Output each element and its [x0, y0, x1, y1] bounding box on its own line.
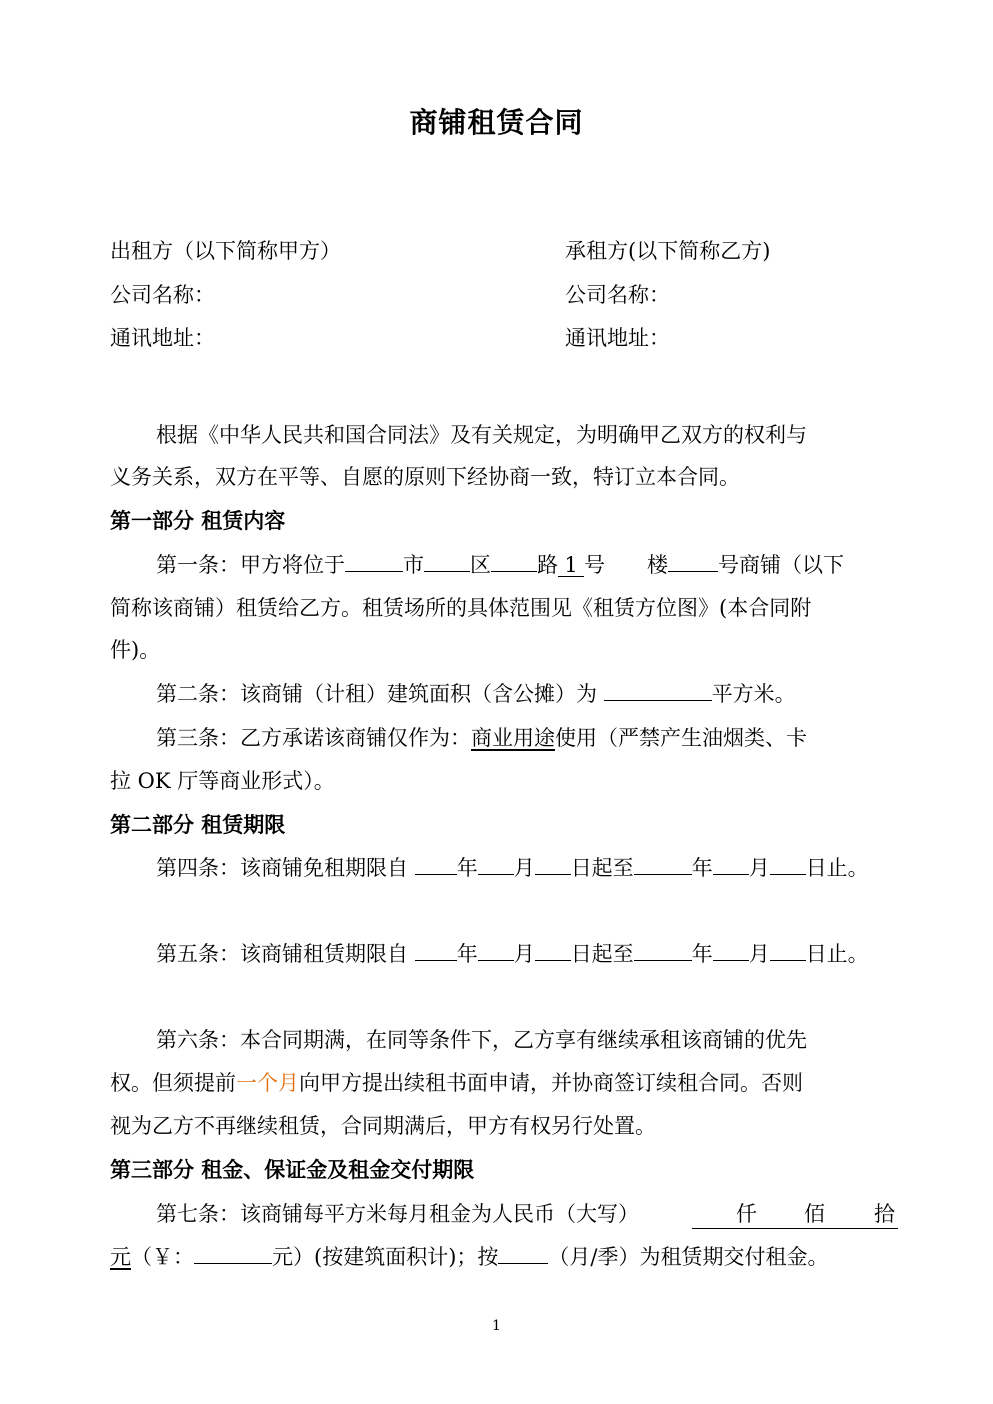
lessor-company-label: 公司名称：: [110, 283, 215, 307]
article-7-suffix: （月/季）为租赁期交付租金。: [548, 1245, 829, 1269]
street-number: 1: [558, 554, 584, 577]
month-label: 月: [513, 942, 535, 966]
end-year-blank: [634, 874, 692, 875]
document-title: 商铺租赁合同: [409, 106, 584, 139]
article-6-text-a: 权。但须提前: [110, 1071, 236, 1095]
shi-unit: 拾: [874, 1202, 895, 1226]
lessee-heading: 承租方(以下简称乙方): [565, 239, 771, 263]
lessee-company-label: 公司名称：: [565, 283, 670, 307]
article-7-line-2: [110, 1243, 828, 1271]
day-from-label: 日起至: [570, 942, 634, 966]
year-label: 年: [456, 856, 478, 880]
payment-period-blank: [498, 1263, 548, 1264]
lessee-address-label: 通讯地址：: [565, 326, 670, 350]
city-label: 市: [403, 553, 424, 577]
rent-figure-blank: [194, 1263, 272, 1264]
article-4-prefix: 第四条：该商铺免租期限自: [156, 856, 408, 880]
city-blank: [345, 571, 403, 572]
article-2-suffix: 平方米。: [711, 682, 796, 706]
lessor-heading: 出租方（以下简称甲方）: [110, 239, 341, 263]
article-5: [156, 940, 869, 968]
end-day-blank: [770, 874, 806, 875]
day-from-label: 日起至: [570, 856, 634, 880]
preamble-line-2: 义务关系，双方在平等、自愿的原则下经协商一致，特订立本合同。: [110, 465, 740, 489]
article-3-line-2: 拉 OK 厅等商业形式）。: [110, 769, 335, 793]
yuan-unit: 元: [110, 1245, 131, 1269]
part1-heading: 第一部分 租赁内容: [110, 508, 286, 533]
part2-heading: 第二部分 租赁期限: [110, 812, 286, 837]
article-4: [156, 854, 869, 882]
start-day-blank: [535, 874, 571, 875]
start-day-blank: [535, 960, 571, 961]
article-1-prefix: 第一条：甲方将位于: [156, 553, 345, 577]
end-month-blank: [713, 874, 749, 875]
article-6-line-3: 视为乙方不再继续租赁，合同期满后，甲方有权另行处置。: [110, 1114, 656, 1138]
month-label: 月: [513, 856, 535, 880]
one-month-highlight: 一个月: [236, 1071, 299, 1095]
article-2-prefix: 第二条：该商铺（计租）建筑面积（含公摊）为: [156, 682, 597, 706]
article-7-prefix: 第七条：该商铺每平方米每月租金为人民币（大写）: [156, 1202, 639, 1226]
district-label: 区: [470, 553, 491, 577]
bai-unit: 佰: [804, 1202, 825, 1226]
commercial-use: 商业用途: [471, 726, 555, 750]
article-7-middle: 元）(按建筑面积计)；按: [272, 1245, 499, 1269]
start-year-blank: [415, 874, 457, 875]
start-year-blank: [415, 960, 457, 961]
end-day-blank: [770, 960, 806, 961]
number-label: 号: [584, 553, 605, 577]
article-1-line-1: [156, 551, 844, 579]
year-label: 年: [691, 856, 713, 880]
day-to-label: 日止。: [805, 942, 869, 966]
start-month-blank: [478, 960, 514, 961]
article-1-line-3: 件)。: [110, 638, 161, 662]
article-6-text-b: 向甲方提出续租书面申请，并协商签订续租合同。否则: [299, 1071, 803, 1095]
day-to-label: 日止。: [805, 856, 869, 880]
article-7-line-1: [156, 1200, 639, 1228]
road-label: 路: [537, 553, 558, 577]
area-blank: [604, 700, 712, 701]
article-5-prefix: 第五条：该商铺租赁期限自: [156, 942, 408, 966]
district-blank: [424, 571, 470, 572]
article-3-prefix: 第三条：乙方承诺该商铺仅作为：: [156, 726, 471, 750]
rent-amount-blank: [692, 1200, 898, 1229]
article-2: [156, 680, 796, 708]
yen-symbol-label: （￥：: [131, 1245, 194, 1269]
end-year-blank: [634, 960, 692, 961]
qian-unit: 仟: [736, 1202, 757, 1226]
building-label: 楼: [647, 553, 668, 577]
month-label: 月: [748, 856, 770, 880]
article-6-line-2: [110, 1069, 803, 1097]
preamble-line-1: 根据《中华人民共和国合同法》及有关规定，为明确甲乙双方的权利与: [156, 423, 807, 447]
year-label: 年: [456, 942, 478, 966]
road-blank: [491, 571, 537, 572]
part3-heading: 第三部分 租金、保证金及租金交付期限: [110, 1157, 475, 1182]
shop-label: 号商铺（以下: [718, 553, 844, 577]
end-month-blank: [713, 960, 749, 961]
lessor-address-label: 通讯地址：: [110, 326, 215, 350]
article-3-line-1: [156, 724, 807, 752]
article-6-line-1: 第六条：本合同期满，在同等条件下，乙方享有继续承租该商铺的优先: [156, 1028, 807, 1052]
article-3-suffix: 使用（严禁产生油烟类、卡: [555, 726, 807, 750]
start-month-blank: [478, 874, 514, 875]
article-1-line-2: 简称该商铺）租赁给乙方。租赁场所的具体范围见《租赁方位图》(本合同附: [110, 596, 812, 620]
page-number: 1: [492, 1318, 501, 1334]
shop-blank: [668, 571, 718, 572]
year-label: 年: [691, 942, 713, 966]
month-label: 月: [748, 942, 770, 966]
